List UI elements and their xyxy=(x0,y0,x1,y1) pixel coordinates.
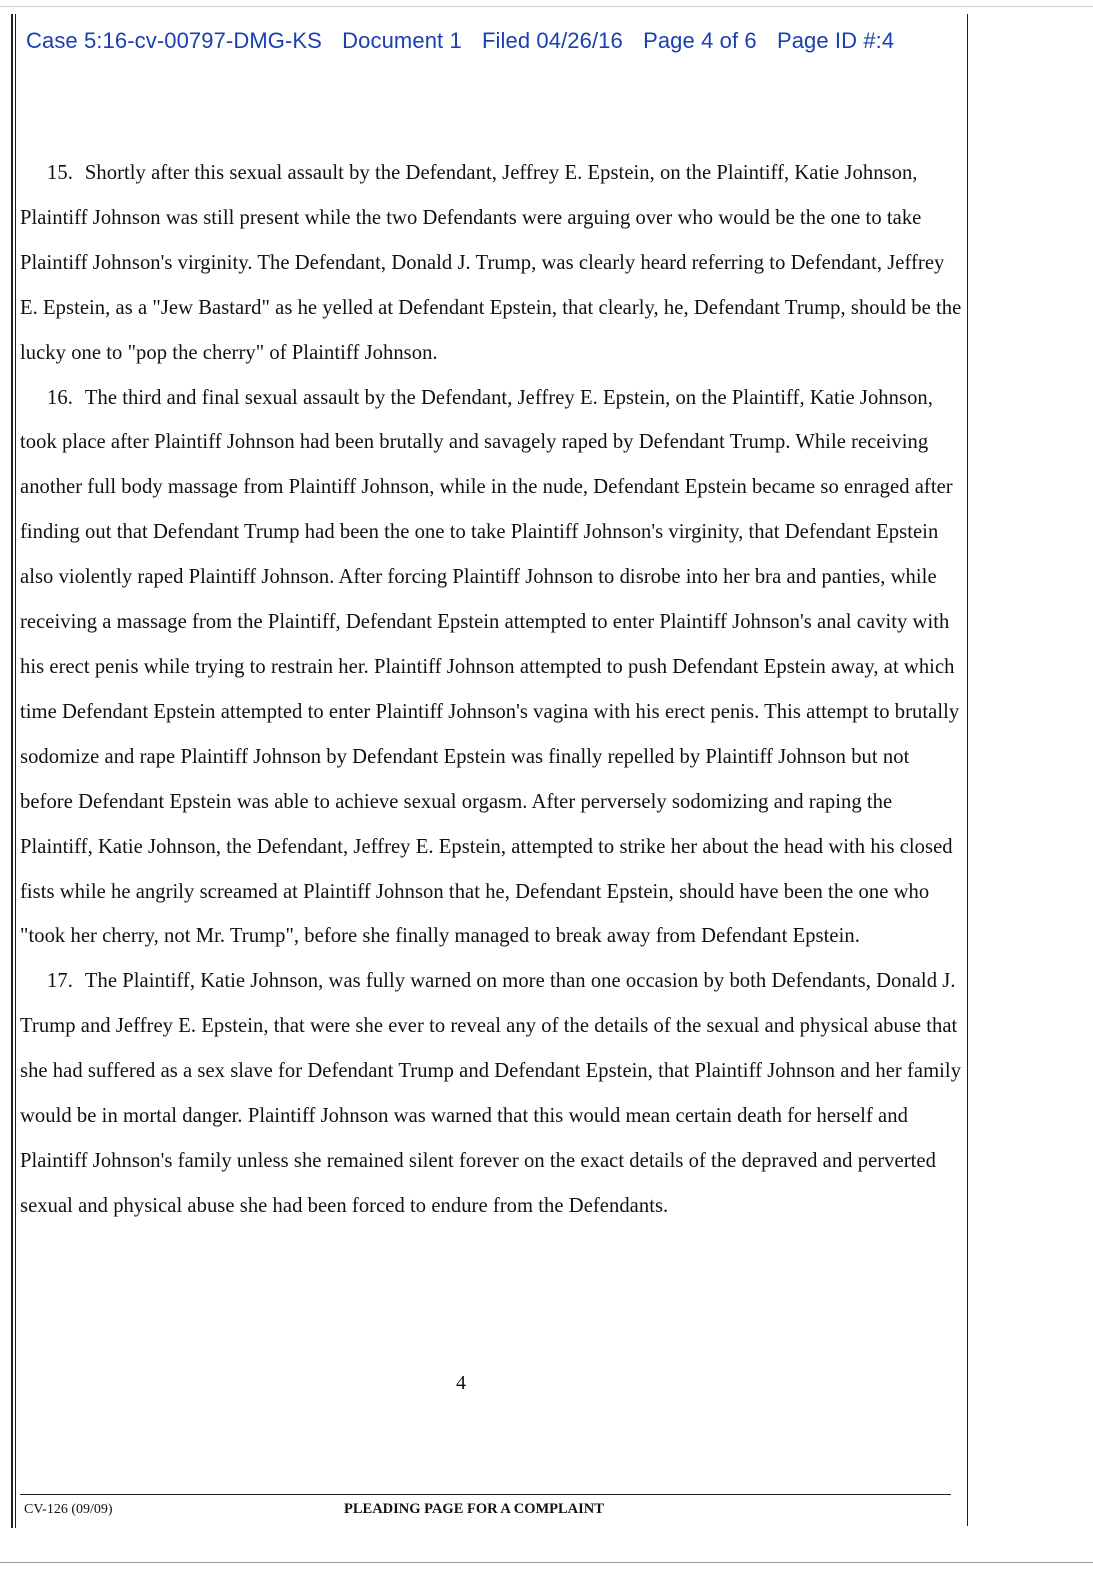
right-margin-rule xyxy=(967,14,968,1526)
paragraph-15 xyxy=(20,151,965,376)
paragraph-number: 15. xyxy=(47,162,73,184)
filed-date: Filed 04/26/16 xyxy=(482,28,623,53)
footer-title: PLEADING PAGE FOR A COMPLAINT xyxy=(344,1501,604,1517)
page-id: Page ID #:4 xyxy=(776,28,895,53)
court-filing-header xyxy=(26,28,961,54)
paragraph-number: 16. xyxy=(47,386,73,409)
page-number: 4 xyxy=(456,1372,466,1394)
left-margin-rule xyxy=(11,14,13,1528)
paragraph-text: The Plaintiff, Katie Johnson, was fully warned on more than one occasion by both Defendants, Donald J. Trump and Jeffrey E. Epstein, that were she ever to reveal any of the details of the sexual and physical abuse that she had suffered as a sex slave for Defendant Trump and Defendant Epstein, that Plaintiff Johnson and her family would be in mortal danger. Plaintiff Johnson was warned that this would mean certain death for herself and Plaintiff Johnson's family unless she remained silent forever on the exact details of the depraved and perverted sexual and physical abuse she had been forced to endure from the Defendants. xyxy=(20,970,962,1217)
page-bottom-edge xyxy=(0,1562,1093,1563)
case-number: Case 5:16-cv-00797-DMG-KS xyxy=(26,28,322,53)
page-count: Page 4 of 6 xyxy=(643,28,757,53)
paragraph-16 xyxy=(20,376,965,960)
paragraph-text: Shortly after this sexual assault by the Defendant, Jeffrey E. Epstein, on the Plaintiff, Katie Johnson, Plaintiff Johnson was still present while the two Defendants were arguing over who would be the one to take Plaintiff Johnson's virginity. The Defendant, Donald J. Trump, was clearly heard referring to Defendant, Jeffrey E. Epstein, as a "Jew Bastard" as he yelled at Defendant Epstein, that clearly, he, Defendant Trump, should be the lucky one to "pop the cherry" of Plaintiff Johnson. xyxy=(20,162,962,364)
paragraph-17 xyxy=(20,959,965,1228)
left-margin-rule-inner xyxy=(15,14,16,1528)
page-top-edge xyxy=(0,6,1093,7)
footer-rule xyxy=(20,1494,951,1495)
document-number: Document 1 xyxy=(342,28,462,53)
complaint-body xyxy=(20,151,965,1229)
form-code: CV-126 (09/09) xyxy=(24,1502,113,1517)
paragraph-number: 17. xyxy=(47,970,73,993)
paragraph-text: The third and final sexual assault by the Defendant, Jeffrey E. Epstein, on the Plaintiff, Katie Johnson, took place after Plaintiff Johnson had been brutally and savagely raped by Defendant Trump. While receiving another full body massage from Plaintiff Johnson, while in the nude, Defendant Epstein became so enraged after finding out that Defendant Trump had been the one to take Plaintiff Johnson's virginity, that Defendant Epstein also violently raped Plaintiff Johnson. After forcing Plaintiff Johnson to disrobe into her bra and panties, while receiving a massage from the Plaintiff, Defendant Epstein attempted to enter Plaintiff Johnson's anal cavity with his erect penis while trying to restrain her. Plaintiff Johnson attempted to push Defendant Epstein away, at which time Defendant Epstein attempted to enter Plaintiff Johnson's vagina with his erect penis. This attempt to brutally sodomize and rape Plaintiff Johnson by Defendant Epstein was finally repelled by Plaintiff Johnson but not before Defendant Epstein was able to achieve sexual orgasm. After perversely sodomizing and raping the Plaintiff, Katie Johnson, the Defendant, Jeffrey E. Epstein, attempted to strike her about the head with his closed fists while he angrily screamed at Plaintiff Johnson that he, Defendant Epstein, should have been the one who "took her cherry, not Mr. Trump", before she finally managed to break away from Defendant Epstein. xyxy=(20,386,960,948)
